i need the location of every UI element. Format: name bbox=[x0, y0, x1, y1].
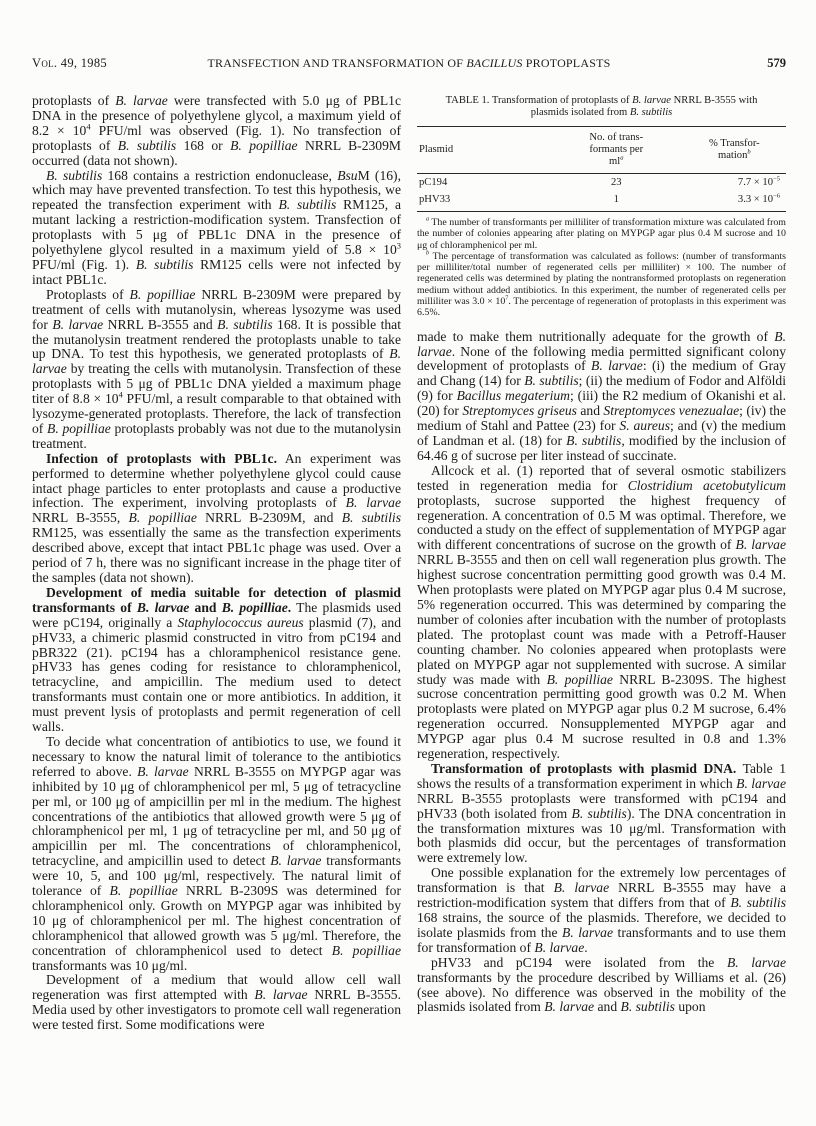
paragraph: Allcock et al. (1) reported that of several osmotic stabilizers tested in regeneration media for Clostridium acetobutylicum protoplasts, sucrose supported the highest frequency of regeneration. A concentration of 0.5 M was optimal. Therefore, we conducted a study on the effect of supplementation of MYPGP agar with different concentrations of sucrose on the growth of B. larvae NRRL B-3555 and then on cell wall regeneration plus growth. The highest sucrose concentration permitting good growth was 0.4 M. When protoplasts were plated on MYPGP agar plus 0.4 M sucrose, 5% regeneration occurred. This was determined by comparing the number of colonies after incubation with the number of protoplasts plated. The protoplast count was made with a Petroff-Hauser counting chamber. No colonies appeared when protoplasts were plated on MYPGP agar not supplemented with sucrose. A similar study was made with B. popilliae NRRL B-2309S. The highest sucrose concentration permitting good growth was 0.2 M. When protoplasts were plated on MYPGP agar plus 0.2 M sucrose, 6.4% regeneration occurred. Nonsupplemented MYPGP agar and MYPGP agar plus 0.4 M sucrose resulted in 0.8 and 1.3% regeneration, respectively. bbox=[417, 462, 786, 762]
paragraph: pHV33 and pC194 were isolated from the B. larvae transformants by the procedure described by Williams et al. (26) (see above). No difference was observed in the mobility of the plasmids isolated from B. larvae and B. subtilis upon bbox=[417, 954, 786, 1015]
table-1 bbox=[417, 94, 786, 319]
paragraph: Transformation of protoplasts with plasmid DNA. Table 1 shows the results of a transformation experiment in which B. larvae NRRL B-3555 protoplasts were transformed with pC194 and pHV33 (both isolated from B. subtilis). The DNA concentration in the transformation mixtures was 10 μg/ml. Transformation with both plasmids did occur, but the percentages of transformation were extremely low. bbox=[417, 760, 786, 866]
cell-transformation: $3.3 \times 10^{-6}$ bbox=[737, 192, 780, 205]
page-number: 579 bbox=[767, 56, 786, 70]
paragraph: Development of media suitable for detection of plasmid transformants of B. larvae and B. popilliae. The plasmids used were pC194, originally a Staphylococcus aureus plasmid (7), and pHV33, a chimeric plasmid constructed in vitro from pC194 and pBR322 (21). pC194 has a chloramphenicol resistance gene. pHV33 has genes coding for resistance to chloramphenicol, tetracycline, and ampicillin. The medium used to detect transformants must contain one or more antibiotics. In addition, it must prevent lysis of protoplasts and permit regeneration of cell walls. bbox=[32, 584, 402, 735]
cell-plasmid: pC194 bbox=[419, 177, 448, 188]
cell-transformants: 1 bbox=[613, 194, 619, 205]
running-head bbox=[32, 56, 786, 71]
table-row bbox=[417, 174, 786, 192]
cell-transformants: 23 bbox=[610, 177, 622, 188]
paragraph: B. subtilis 168 contains a restriction endonuclease, BsuM (16), which may have prevented transfection. To test this hypothesis, we repeated the transfection experiment with B. subtilis RM125, a mutant lacking a restriction-modification system. Transfection of protoplasts with 5 μg of PBL1c DNA in the presence of polyethylene glycol resulted in a maximum yield of $5.8 \times 10^3$ PFU/ml (Fig. 1). B. subtilis RM125 cells were not infected by intact PBL1c. bbox=[32, 167, 401, 287]
volume-info: Vol. 49, 1985 bbox=[32, 56, 107, 70]
paragraph: protoplasts of B. larvae were transfected with 5.0 μg of PBL1c DNA in the presence of polyethylene glycol, a maximum yield of $8.2 \times 10^4$ PFU/ml was observed (Fig. 1). No transfection of protoplasts of B. subtilis 168 or B. popilliae NRRL B-2309M occurred (data not shown). bbox=[32, 93, 402, 168]
cell-plasmid: pHV33 bbox=[419, 194, 451, 205]
two-column-body bbox=[32, 94, 786, 1033]
paragraph: Protoplasts of B. popilliae NRRL B-2309M were prepared by treatment of cells with mutanolysin, whereas lysozyme was used for B. larvae NRRL B-3555 and B. subtilis 168. It is possible that the mutanolysin treatment rendered the protoplasts unable to take up DNA. To test this hypothesis, we generated protoplasts of B. larvae by treating the cells with mutanolysin. Transfection of these protoplasts with 5 μg of PBL1c DNA yielded a maximum phage titer of $8.8 \times 10^4$ PFU/ml, a result comparable to that obtained with lysozyme-generated protoplasts. Therefore, the lack of transfection of B. popilliae protoplasts probably was not due to the mutanolysin treatment. bbox=[32, 286, 401, 451]
paragraph: Development of a medium that would allow cell wall regeneration was first attempted with B. larvae NRRL B-3555. Media used by other investigators to promote cell wall regeneration were tested first. Some modifications were bbox=[32, 972, 401, 1033]
footnote-b: $^b$ The percentage of transformation was calculated as follows: (number of transformants per milliliter/total number of regenerated cells per milliliter) × 100. The number of regenerated cells was determined by plating the nontransformed protoplasts on regeneration medium without added antibiotics. In this experiment, the number of regenerated cells per milliliter was $3.0 \times 10^7$. The percentage of regeneration of protoplasts in this experiment was 6.5%. bbox=[417, 250, 786, 319]
table-1-grid bbox=[417, 126, 786, 212]
column-header-plasmid: Plasmid bbox=[417, 127, 550, 174]
right-column bbox=[417, 94, 786, 1033]
footnote-a: $^a$ The number of transformants per milliliter of transformation mixture was calculated from the number of colonies appearing after plating on MYPGP agar plus 0.4 M sucrose and 10 μg of chloramphenicol per ml. bbox=[417, 216, 786, 251]
table-row bbox=[417, 191, 786, 212]
paragraph: To decide what concentration of antibiotics to use, we found it necessary to know the natural limit of tolerance to the antibiotics referred to above. B. larvae NRRL B-3555 on MYPGP agar was inhibited by 10 μg of chloramphenicol per ml, 5 μg of tetracycline per ml, or 100 μg of ampicillin per ml in the medium. The highest concentrations of the antibiotics that allowed growth were 5 μg of chloramphenicol per ml, 1 μg of tetracycline per ml, and 50 μg of ampicillin per ml. The concentrations of chloramphenicol, tetracycline, and ampicillin used to detect B. larvae transformants were 10, 5, and 100 μg/ml, respectively. The natural limit of tolerance of B. popilliae NRRL B-2309S was determined for chloramphenicol only. Growth on MYPGP agar was inhibited by 10 μg of chloramphenicol per ml. The highest concentration of chloramphenicol that allowed growth was 5 μg/ml. Therefore, the concentration of chloramphenicol used to detect B. popilliae transformants was 10 μg/ml. bbox=[32, 733, 401, 973]
table-footnotes bbox=[417, 217, 786, 319]
left-column bbox=[32, 94, 401, 1033]
paragraph: One possible explanation for the extremely low percentages of transformation is that B. larvae NRRL B-3555 may have a restriction-modification system that differs from that of B. subtilis 168 strains, the source of the plasmids. Therefore, we decided to isolate plasmids from the B. larvae transformants and to use them for transformation of B. larvae. bbox=[417, 865, 786, 955]
paragraph: Infection of protoplasts with PBL1c. An experiment was performed to determine whether polyethylene glycol could cause intact phage particles to enter protoplasts and cause a productive infection. The experiment, involving protoplasts of B. larvae NRRL B-3555, B. popilliae NRRL B-2309M, and B. subtilis RM125, was essentially the same as the transfection experiments described above, except that intact PBL1c phage was used. Over a period of 7 h, there was no significant increase in the phage titer of the samples (data not shown). bbox=[32, 450, 401, 585]
running-title: TRANSFECTION AND TRANSFORMATION OF BACILLUS PROTOPLASTS bbox=[207, 56, 611, 70]
cell-transformation: $7.7 \times 10^{-5}$ bbox=[737, 175, 780, 188]
column-header-transformants: No. of trans- formants per $ml^a$ bbox=[550, 127, 683, 174]
paragraph: made to make them nutritionally adequate for the growth of B. larvae. None of the following media permitted significant colony development of protoplasts of B. larvae: (i) the medium of Gray and Chang (14) for B. subtilis; (ii) the medium of Fodor and Alföldi (9) for Bacillus megaterium; (iii) the R2 medium of Okanishi et al. (20) for Streptomyces griseus and Streptomyces venezualae; (iv) the medium of Stahl and Pattee (23) for S. aureus; and (v) the medium of Landman et al. (18) for B. subtilis, modified by the inclusion of 64.46 g of sucrose per liter instead of succinate. bbox=[417, 328, 787, 463]
table-title: TABLE 1. Transformation of protoplasts of B. larvae NRRL B-3555 with plasmids isolated from B. subtilis bbox=[445, 95, 758, 118]
table-header-row bbox=[417, 127, 786, 174]
column-header-transformation: % Transfor- mation$^b$ bbox=[683, 127, 786, 174]
